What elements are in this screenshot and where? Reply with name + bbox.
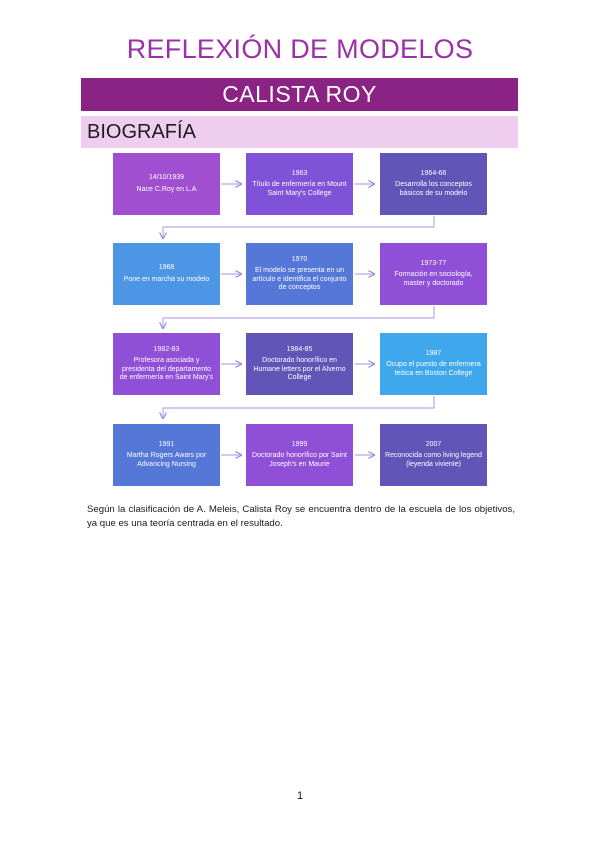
arrow-connector (163, 396, 434, 418)
timeline-box (380, 243, 487, 305)
timeline-box (246, 153, 353, 215)
arrow-connector (163, 306, 434, 328)
timeline-year: 1968 (158, 264, 175, 271)
timeline-text: Ocupo el puesto de enfermera teóica en Boston College (386, 361, 481, 377)
timeline-year: 1991 (158, 440, 175, 448)
timeline-year: 2007 (425, 440, 442, 448)
timeline-box (113, 153, 220, 215)
banner-title: CALISTA ROY (81, 78, 518, 111)
section-heading: BIOGRAFÍA (81, 116, 518, 148)
timeline-box (113, 333, 220, 395)
timeline-box (113, 243, 220, 305)
timeline-box (246, 424, 353, 486)
arrow-connector (163, 216, 434, 238)
timeline-text: Nace C.Roy en L.A (136, 185, 197, 193)
timeline-box (380, 153, 487, 215)
timeline-year: 1987 (425, 349, 442, 357)
timeline-box (380, 424, 487, 486)
timeline-year: 1964-66 (420, 169, 447, 177)
page-number: 1 (296, 790, 304, 802)
timeline-year: 1984-85 (286, 345, 313, 353)
timeline-text: Martha Rogers Awars por Advancing Nursing (126, 452, 207, 468)
body-paragraph: Según la clasificación de A. Meleis, Calista Roy se encuentra dentro de la escuela de los objetivos, ya que es una teoría centrada en el resultado. (87, 504, 515, 529)
timeline-text: Desarrolla los conceptos básicos de su modelo (395, 181, 472, 197)
timeline-text: Título de enfermería en Mount Saint Mary's College (252, 181, 347, 197)
timeline-text: Doctorado honorífico en Humane letters por el Alverno College (253, 357, 346, 381)
timeline-year: 1973-77 (420, 259, 447, 267)
timeline-text: Profesora asociada y presidenta del departamento de enfermería en Saint Mary's (119, 357, 214, 381)
timeline-box (380, 333, 487, 395)
timeline-year: 14/10/1939 (148, 174, 185, 181)
timeline-box (246, 333, 353, 395)
timeline-text: Reconocida como living legend (leyenda viviente) (385, 452, 482, 468)
timeline-text: Formación en sociología, master y doctorado (394, 271, 473, 287)
timeline-year: 1982-83 (153, 345, 180, 353)
document-title: REFLEXIÓN DE MODELOS (126, 34, 474, 64)
timeline-box (113, 424, 220, 486)
timeline-box (246, 243, 353, 305)
timeline-year: 1970 (291, 255, 308, 263)
timeline-year: 1999 (291, 440, 308, 448)
timeline-text: El modelo se presenta en un artículo e identifica el conjunto de conceptos (252, 267, 347, 291)
timeline-text: Pone en marcha su modelo (123, 275, 210, 283)
timeline-text: Doctorado honorífico por Saint Joseph's en Maurie (252, 452, 347, 468)
timeline-year: 1963 (291, 169, 308, 177)
